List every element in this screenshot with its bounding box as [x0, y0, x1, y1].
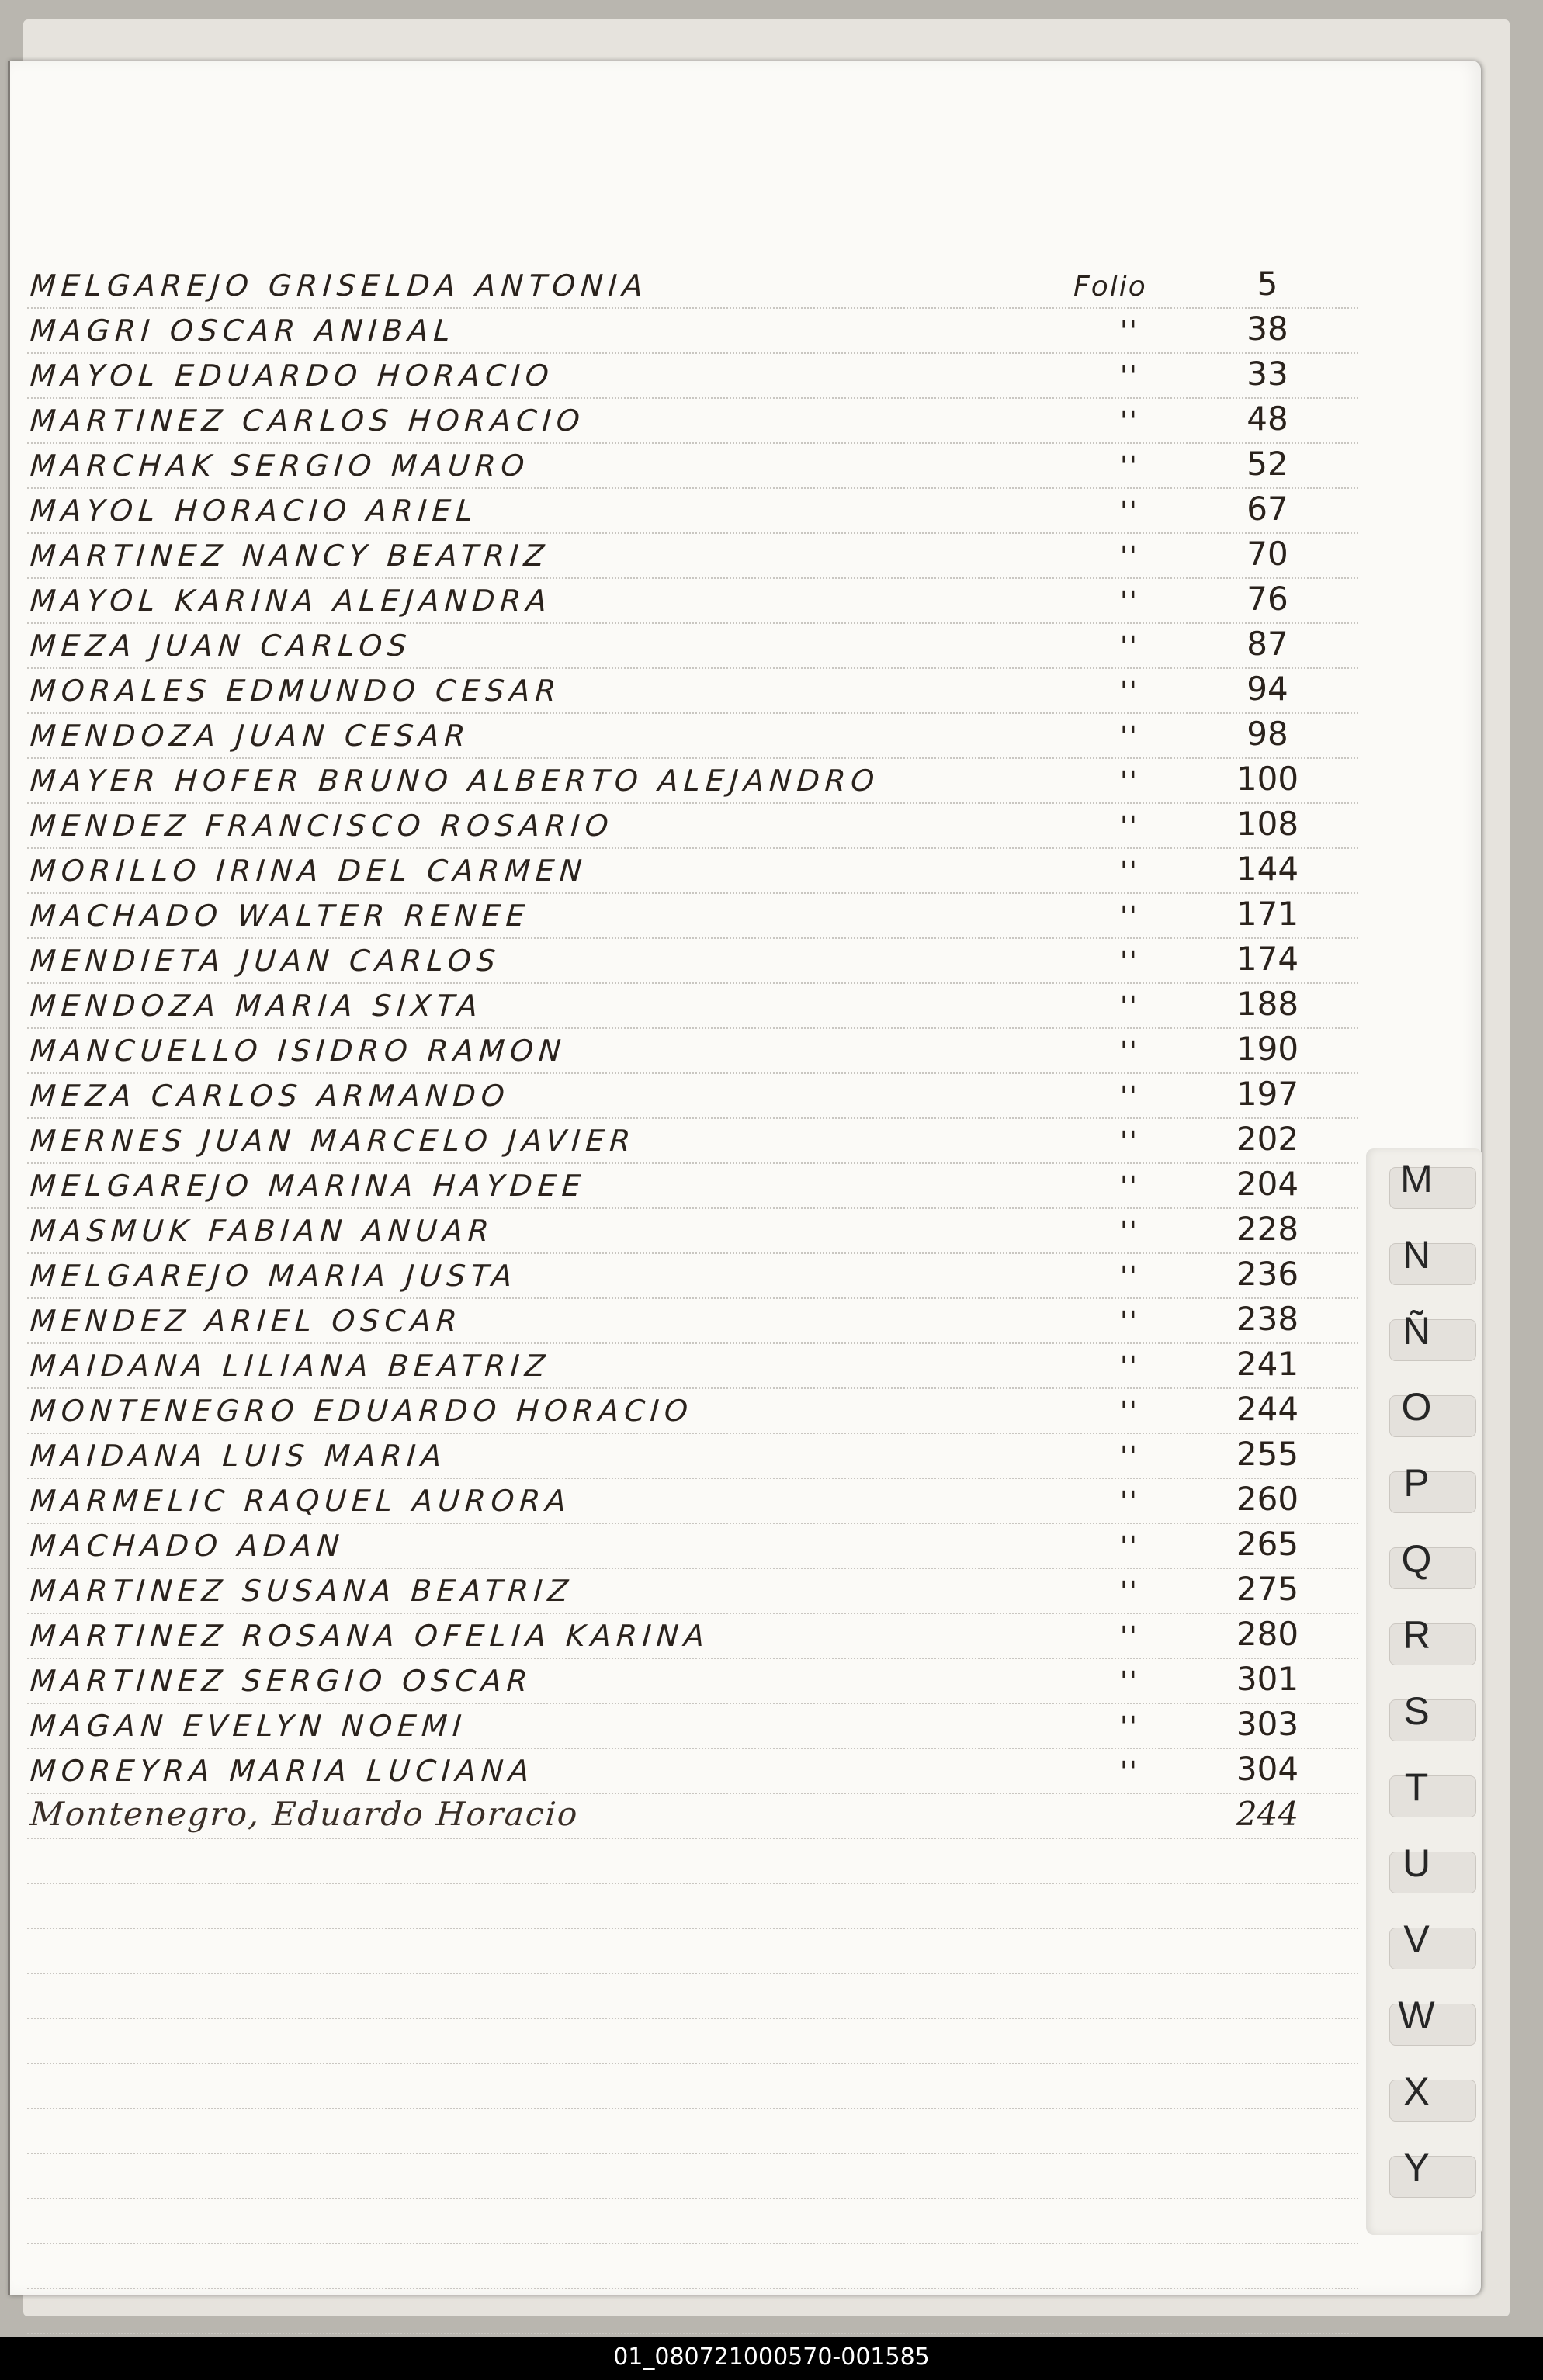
ledger-entry: [10, 1387, 1361, 1433]
ledger-entry: [10, 442, 1361, 487]
rule-line: [27, 2288, 1358, 2289]
entry-folio: 174: [1236, 940, 1299, 978]
ledger-entry: [10, 1252, 1361, 1297]
ditto-mark: '': [1120, 1261, 1139, 1293]
rule-line: [27, 1973, 1358, 1974]
entry-folio: 197: [1236, 1075, 1299, 1113]
index-tab-letter: R: [1402, 1613, 1431, 1657]
index-tab-letter: X: [1403, 2070, 1430, 2113]
ledger-entry: [10, 847, 1361, 892]
entry-folio: 238: [1236, 1300, 1299, 1338]
ditto-mark: '': [1120, 1666, 1139, 1698]
ledger-entry: [10, 802, 1361, 847]
rule-line: [27, 1883, 1358, 1884]
ledger-entry: [10, 712, 1361, 757]
entry-name: MARTINEZ CARLOS HORACIO: [29, 404, 587, 438]
entry-folio: 190: [1236, 1030, 1299, 1068]
entry-folio: 301: [1236, 1660, 1299, 1698]
ditto-mark: '': [1120, 721, 1139, 753]
ledger-entry: [10, 1027, 1361, 1072]
entry-folio: 236: [1236, 1255, 1299, 1293]
ditto-mark: '': [1120, 676, 1139, 708]
entry-name: MORILLO IRINA DEL CARMEN: [29, 854, 589, 888]
entry-name: MEZA CARLOS ARMANDO: [29, 1079, 511, 1113]
ledger-entry: [10, 577, 1361, 622]
ledger-entry: [10, 622, 1361, 667]
ledger-entry: [10, 1703, 1361, 1748]
entry-folio: 108: [1236, 805, 1299, 843]
ditto-mark: '': [1120, 631, 1139, 663]
entry-name: MAGRI OSCAR ANIBAL: [29, 314, 457, 348]
ledger-page: [8, 61, 1481, 2295]
ledger-entry: [10, 757, 1361, 802]
entry-name: MANCUELLO ISIDRO RAMON: [29, 1034, 567, 1068]
entry-name: MARTINEZ ROSANA OFELIA KARINA: [29, 1619, 711, 1653]
ledger-entry: [10, 307, 1361, 352]
ditto-mark: '': [1120, 946, 1139, 978]
ditto-mark: '': [1120, 1441, 1139, 1473]
ditto-mark: '': [1120, 811, 1139, 843]
ledger-entry: [10, 892, 1361, 937]
ledger-entry: [10, 1613, 1361, 1658]
entry-name: MARTINEZ NANCY BEATRIZ: [29, 539, 551, 573]
ditto-mark: '': [1120, 856, 1139, 888]
ledger-entry: [10, 1478, 1361, 1523]
entry-name: MARMELIC RAQUEL AURORA: [29, 1484, 573, 1518]
rule-line: [27, 1838, 1358, 1839]
index-tab-letter: S: [1403, 1689, 1430, 1733]
entry-name: MELGAREJO MARINA HAYDEE: [29, 1169, 588, 1203]
ditto-mark: '': [1120, 406, 1139, 438]
ledger-entry: [10, 1568, 1361, 1613]
entry-name: MELGAREJO MARIA JUSTA: [29, 1259, 518, 1293]
entry-name: MAIDANA LILIANA BEATRIZ: [29, 1349, 552, 1383]
rule-line: [27, 2198, 1358, 2199]
rule-line: [27, 2243, 1358, 2244]
ditto-mark: '': [1120, 1711, 1139, 1743]
ledger-entry: [10, 1748, 1361, 1793]
index-tab-letter: N: [1402, 1233, 1431, 1277]
ditto-mark: '': [1120, 1171, 1139, 1203]
ditto-mark: '': [1120, 496, 1139, 528]
ditto-mark: '': [1120, 1756, 1139, 1788]
index-tab-letter: V: [1403, 1918, 1430, 1961]
entry-folio: 67: [1247, 490, 1288, 528]
ledger-entry: [10, 1162, 1361, 1207]
entry-folio: 204: [1236, 1165, 1299, 1203]
entry-name: MENDOZA MARIA SIXTA: [29, 989, 484, 1023]
entry-name: MELGAREJO GRISELDA ANTONIA: [29, 268, 650, 303]
entry-folio: 48: [1247, 400, 1288, 438]
entry-folio: 244: [1236, 1795, 1299, 1833]
scan-id: 01_080721000570-001585: [613, 2344, 930, 2371]
ditto-mark: '': [1120, 1351, 1139, 1383]
ditto-mark: '': [1120, 586, 1139, 618]
entry-name: MARCHAK SERGIO MAURO: [29, 449, 531, 483]
ditto-mark: '': [1120, 1396, 1139, 1428]
entry-folio: 98: [1247, 715, 1288, 753]
entry-name: MAYER HOFER BRUNO ALBERTO ALEJANDRO: [29, 764, 881, 798]
entry-folio: 265: [1236, 1525, 1299, 1563]
entry-folio: 33: [1247, 355, 1288, 393]
entry-name: MENDIETA JUAN CARLOS: [29, 944, 502, 978]
folio-label: Folio: [1073, 271, 1147, 303]
ledger-entry: [10, 1297, 1361, 1342]
entry-folio: 304: [1236, 1750, 1299, 1788]
entry-name: MAYOL HORACIO ARIEL: [29, 494, 480, 528]
entry-name: MENDOZA JUAN CESAR: [29, 719, 472, 753]
ledger-entry: [10, 1207, 1361, 1252]
entry-folio: 260: [1236, 1480, 1299, 1518]
entry-name: MAYOL KARINA ALEJANDRA: [29, 584, 553, 618]
ledger-entry: [10, 532, 1361, 577]
ledger-entry: [10, 1793, 1361, 1838]
entry-folio: 70: [1247, 535, 1288, 573]
ditto-mark: '': [1120, 1486, 1139, 1518]
index-tab-letter: Y: [1403, 2146, 1430, 2189]
entry-name: MENDEZ ARIEL OSCAR: [29, 1304, 463, 1338]
entry-name: Montenegro, Eduardo Horacio: [29, 1795, 581, 1833]
entry-folio: 188: [1236, 985, 1299, 1023]
ledger-entry: [10, 1117, 1361, 1162]
entry-folio: 171: [1236, 895, 1299, 933]
ditto-mark: '': [1120, 766, 1139, 798]
index-tab-letter: M: [1400, 1157, 1433, 1200]
ditto-mark: '': [1120, 1081, 1139, 1113]
ditto-mark: '': [1120, 361, 1139, 393]
ledger-entry: [10, 667, 1361, 712]
entry-name: MERNES JUAN MARCELO JAVIER: [29, 1124, 637, 1158]
entry-name: MONTENEGRO EDUARDO HORACIO: [29, 1394, 695, 1428]
entry-name: MACHADO ADAN: [29, 1529, 346, 1563]
ledger-entry: [10, 397, 1361, 442]
entry-folio: 255: [1236, 1435, 1299, 1473]
ledger-entry: [10, 1523, 1361, 1568]
entry-folio: 144: [1236, 850, 1299, 888]
entry-folio: 87: [1247, 625, 1288, 663]
ditto-mark: '': [1120, 1576, 1139, 1608]
entry-name: MEZA JUAN CARLOS: [29, 629, 413, 663]
rule-line: [27, 2063, 1358, 2064]
ledger-entry: [10, 1342, 1361, 1387]
ditto-mark: '': [1120, 901, 1139, 933]
entry-folio: 280: [1236, 1615, 1299, 1653]
entry-name: MAYOL EDUARDO HORACIO: [29, 359, 556, 393]
entry-folio: 275: [1236, 1570, 1299, 1608]
ledger-entry: [10, 262, 1361, 307]
ditto-mark: '': [1120, 1531, 1139, 1563]
entry-folio: 52: [1247, 445, 1288, 483]
entry-name: MOREYRA MARIA LUCIANA: [29, 1754, 536, 1788]
entry-name: MARTINEZ SUSANA BEATRIZ: [29, 1574, 575, 1608]
entry-folio: 76: [1247, 580, 1288, 618]
scan-footer: [0, 2337, 1543, 2380]
ditto-mark: '': [1120, 541, 1139, 573]
ledger-entry: [10, 487, 1361, 532]
ditto-mark: '': [1120, 1306, 1139, 1338]
entry-folio: 228: [1236, 1210, 1299, 1248]
entry-name: MAGAN EVELYN NOEMI: [29, 1709, 468, 1743]
entry-name: MARTINEZ SERGIO OSCAR: [29, 1664, 534, 1698]
index-tab-letter: Ñ: [1402, 1309, 1431, 1353]
index-tab-letter: O: [1401, 1385, 1432, 1429]
ditto-mark: '': [1120, 1216, 1139, 1248]
index-tab-letter: U: [1402, 1841, 1431, 1885]
ledger-entry: [10, 1072, 1361, 1117]
rule-line: [27, 2108, 1358, 2109]
entry-name: MORALES EDMUNDO CESAR: [29, 674, 563, 708]
entry-folio: 100: [1236, 760, 1299, 798]
entry-folio: 241: [1236, 1345, 1299, 1383]
ditto-mark: '': [1120, 1036, 1139, 1068]
ditto-mark: '': [1120, 316, 1139, 348]
entry-folio: 244: [1236, 1390, 1299, 1428]
entry-folio: 5: [1257, 265, 1278, 303]
index-tab-letter: Q: [1401, 1537, 1432, 1581]
entry-name: MENDEZ FRANCISCO ROSARIO: [29, 809, 615, 843]
ledger-entry: [10, 937, 1361, 982]
entry-folio: 303: [1236, 1705, 1299, 1743]
index-tab-letter: P: [1403, 1461, 1430, 1505]
ditto-mark: '': [1120, 1126, 1139, 1158]
ditto-mark: '': [1120, 1621, 1139, 1653]
rule-line: [27, 1928, 1358, 1929]
ledger-entry: [10, 982, 1361, 1027]
entry-folio: 202: [1236, 1120, 1299, 1158]
entry-folio: 38: [1247, 310, 1288, 348]
rule-line: [27, 2333, 1358, 2334]
ledger-entry: [10, 352, 1361, 397]
index-tab-letter: W: [1398, 1994, 1435, 2037]
ledger-entry: [10, 1658, 1361, 1703]
entry-name: MACHADO WALTER RENEE: [29, 899, 532, 933]
index-tab-letter: T: [1404, 1765, 1429, 1809]
ditto-mark: '': [1120, 991, 1139, 1023]
rule-line: [27, 2018, 1358, 2019]
entry-name: MASMUK FABIAN ANUAR: [29, 1214, 496, 1248]
rule-line: [27, 2153, 1358, 2154]
ledger-entry: [10, 1433, 1361, 1478]
entry-name: MAIDANA LUIS MARIA: [29, 1439, 449, 1473]
entry-folio: 94: [1247, 670, 1288, 708]
ditto-mark: '': [1120, 451, 1139, 483]
